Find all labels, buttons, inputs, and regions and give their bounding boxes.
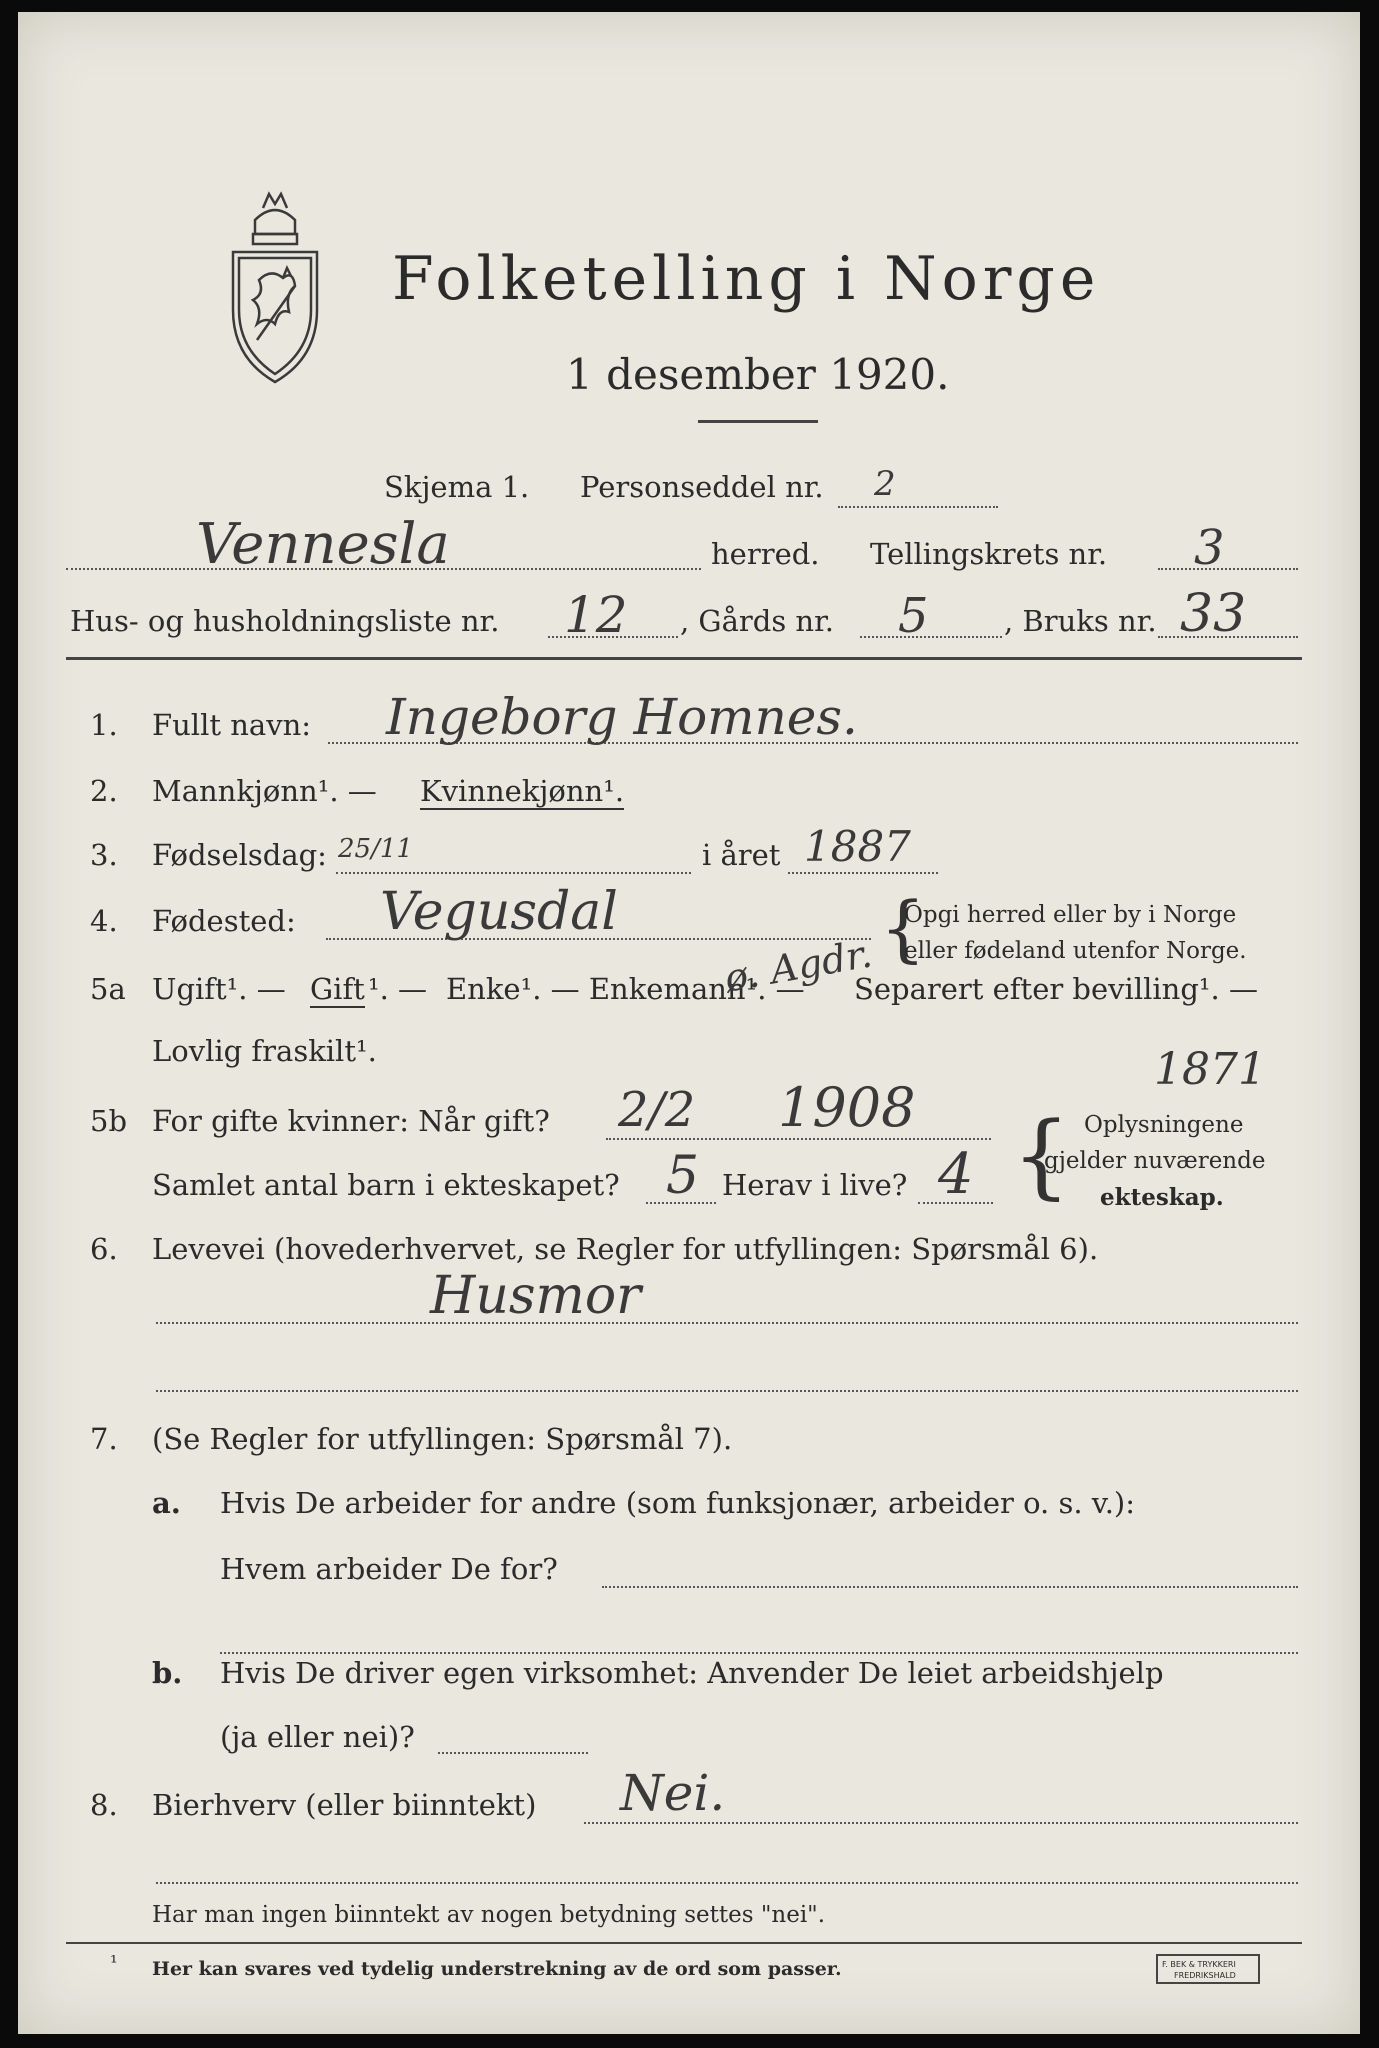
header-rule [698, 420, 818, 423]
q7b-label1: Hvis De driver egen virksomhet: Anvender De leiet arbeidshjelp [220, 1656, 1164, 1690]
q4-note-line2: eller fødeland utenfor Norge. [904, 938, 1247, 964]
personseddel-value: 2 [874, 464, 896, 504]
q4-value: Vegusdal [380, 882, 618, 942]
q7a-line2 [220, 1652, 1298, 1654]
q5b-note-brace: { [1012, 1102, 1071, 1209]
q4-number: 4. [90, 904, 118, 938]
form-title: Folketelling i Norge [392, 244, 1101, 314]
q5b-alive-label: Herav i live? [722, 1168, 908, 1202]
q5a-gift: Gift [310, 972, 365, 1006]
tellingskrets-label: Tellingskrets nr. [870, 537, 1108, 571]
q8-line1 [584, 1822, 1298, 1824]
q3-year-label: i året [702, 838, 781, 872]
q5a-gift-sup: ¹. — [368, 972, 428, 1006]
tellingskrets-value: 3 [1194, 520, 1225, 576]
q7b-label2: (ja eller nei)? [220, 1720, 415, 1754]
q5b-note-line2: gjelder nuværende [1044, 1148, 1266, 1174]
q5a-annotation: ø. Agdr. [721, 931, 876, 1001]
q1-number: 1. [90, 708, 118, 742]
q3-label: Fødselsdag: [152, 838, 327, 872]
stamp-line1: F. BEK & TRYKKERI [1162, 1960, 1236, 1969]
q3-year-line [788, 872, 938, 874]
q1-value: Ingeborg Homnes. [386, 688, 858, 746]
q6-value: Husmor [430, 1266, 641, 1326]
herred-value: Vennesla [196, 512, 450, 577]
coat-of-arms-icon [223, 190, 328, 394]
q5a-fraskilt: Lovlig fraskilt¹. [152, 1034, 377, 1068]
bruks-label: , Bruks nr. [1004, 604, 1157, 638]
biinntekt-note: Har man ingen biinntekt av nogen betydning settes "nei". [152, 1902, 826, 1928]
q3-value: 25/11 [338, 834, 413, 864]
q5b-year-value: 1908 [778, 1076, 916, 1139]
q5b-children-value: 5 [666, 1146, 700, 1206]
q6-line1 [156, 1322, 1298, 1324]
q7-label: (Se Regler for utfyllingen: Spørsmål 7). [152, 1422, 733, 1456]
q3-number: 3. [90, 838, 118, 872]
q5a-ugift: Ugift¹. — [152, 972, 286, 1006]
printer-stamp [1156, 1954, 1260, 1984]
stamp-line2: FREDRIKSHALD [1174, 1971, 1236, 1980]
schema-label: Skjema 1. [384, 470, 530, 504]
q7a-label1: Hvis De arbeider for andre (som funksjonær, arbeider o. s. v.): [220, 1486, 1136, 1520]
q2-female: Kvinnekjønn¹. [420, 774, 625, 808]
q5b-annotation: 1871 [1154, 1044, 1266, 1095]
q7b-line [438, 1752, 588, 1754]
herred-label: herred. [711, 537, 820, 571]
q1-label: Fullt navn: [152, 708, 312, 742]
q2-male: Mannkjønn¹. — [152, 774, 377, 808]
q7b-number: b. [152, 1656, 183, 1690]
q8-line2 [156, 1882, 1298, 1884]
q8-number: 8. [90, 1788, 118, 1822]
gards-line [860, 636, 1002, 638]
q5b-children-label: Samlet antal barn i ekteskapet? [152, 1168, 620, 1202]
q5b-date-value: 2/2 [618, 1082, 696, 1138]
q6-number: 6. [90, 1232, 118, 1266]
q2-number: 2. [90, 774, 118, 808]
q5a-enke: Enke¹. — Enkemann¹. — [446, 972, 805, 1006]
footnote-mark: ¹ [110, 1952, 118, 1974]
q5b-note-line1: Oplysningene [1084, 1112, 1244, 1138]
gards-value: 5 [898, 588, 929, 644]
gards-label: , Gårds nr. [680, 604, 834, 638]
footnote-text: Her kan svares ved tydelig understrekning av de ord som passer. [152, 1958, 842, 1980]
bruks-value: 33 [1180, 584, 1247, 644]
q4-note-line1: Opgi herred eller by i Norge [904, 902, 1237, 928]
q7a-number: a. [152, 1486, 181, 1520]
q8-label: Bierhverv (eller biinntekt) [152, 1788, 537, 1822]
section-rule [66, 657, 1302, 660]
tellingskrets-line [1158, 568, 1298, 570]
q5a-separert: Separert efter bevilling¹. — [854, 972, 1258, 1006]
census-date: 1 desember 1920. [566, 350, 950, 399]
q5b-number: 5b [90, 1104, 128, 1138]
footnote-rule [66, 1942, 1302, 1944]
q5b-alive-value: 4 [938, 1142, 974, 1207]
hus-value: 12 [564, 586, 628, 644]
personseddel-label: Personseddel nr. [580, 470, 824, 504]
q8-value: Nei. [620, 1764, 726, 1822]
q5a-number: 5a [90, 972, 126, 1006]
q6-line2 [156, 1390, 1298, 1392]
q7a-label2: Hvem arbeider De for? [220, 1552, 558, 1586]
hus-label: Hus- og husholdningsliste nr. [70, 604, 500, 638]
q4-note-brace: { [880, 886, 926, 970]
q4-label: Fødested: [152, 904, 296, 938]
census-form [18, 12, 1360, 2034]
q3-year-value: 1887 [804, 822, 911, 871]
q6-label: Levevei (hovederhvervet, se Regler for utfyllingen: Spørsmål 6). [152, 1232, 1099, 1266]
personseddel-line [838, 506, 998, 508]
q5b-label: For gifte kvinner: Når gift? [152, 1104, 550, 1138]
q7a-line1 [602, 1586, 1298, 1588]
q5b-note-line3: ekteskap. [1100, 1184, 1224, 1211]
q7-number: 7. [90, 1422, 118, 1456]
q3-line [336, 872, 691, 874]
